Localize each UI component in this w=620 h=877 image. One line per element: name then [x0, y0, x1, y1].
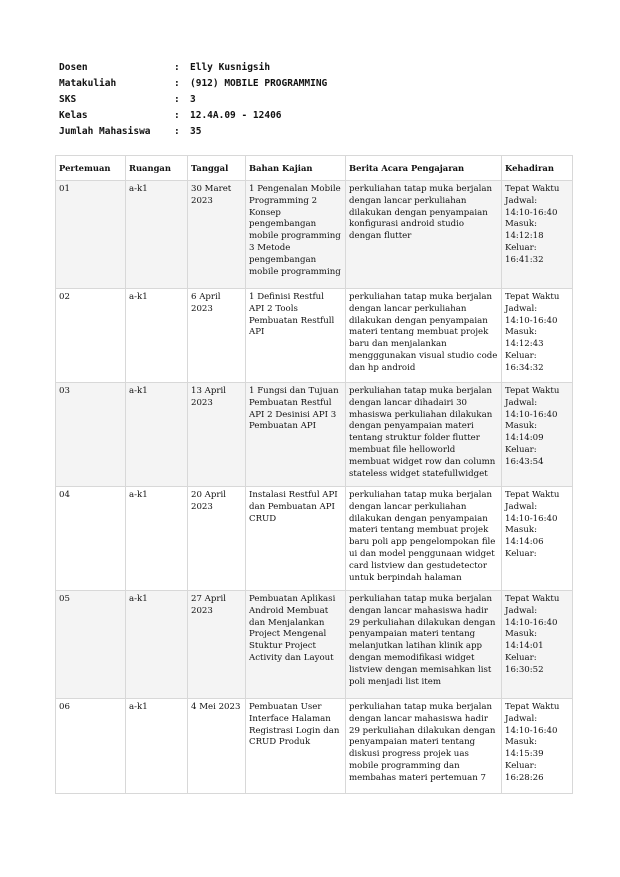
- info-separator: :: [174, 126, 180, 137]
- kehadiran-line: Keluar:: [505, 760, 537, 771]
- kehadiran-line: 14:10-16:40: [505, 409, 558, 420]
- kehadiran-line: Keluar:: [505, 652, 537, 663]
- cell-kehadiran: [502, 487, 573, 591]
- info-value: 3: [190, 94, 196, 105]
- cell-bahan-kajian: Instalasi Restful API dan Pembuatan API CRUD: [246, 487, 346, 591]
- info-label: SKS: [59, 94, 77, 105]
- info-row: [59, 60, 327, 76]
- attendance-table: [55, 155, 573, 794]
- cell-kehadiran: [502, 699, 573, 794]
- cell-ruangan: a-k1: [126, 487, 188, 591]
- kehadiran-line: 14:12:18: [505, 231, 544, 242]
- kehadiran-line: Masuk:: [505, 737, 537, 748]
- info-separator: :: [174, 94, 180, 105]
- cell-berita-acara: perkuliahan tatap muka berjalan dengan lancar perkuliahan dilakukan dengan penyampaian materi tentang membuat projek baru dan menjalankan mengggunakan visual studio code dan hp android: [346, 289, 502, 383]
- cell-berita-acara: perkuliahan tatap muka berjalan dengan lancar dihadairi 30 mhasiswa perkuliahan dilakukan dengan penyampaian materi tentang struktur folder flutter membuat file helloworld membuat widget row dan column stateless widget statefullwidget: [346, 383, 502, 487]
- info-row: [59, 108, 327, 124]
- table-row: [56, 591, 573, 699]
- cell-tanggal: 6 April 2023: [188, 289, 246, 383]
- info-separator: :: [174, 78, 180, 89]
- cell-ruangan: a-k1: [126, 181, 188, 289]
- cell-tanggal: 27 April 2023: [188, 591, 246, 699]
- info-row: [59, 92, 327, 108]
- kehadiran-line: 16:34:32: [505, 362, 544, 373]
- kehadiran-line: 16:43:54: [505, 456, 544, 467]
- cell-ruangan: a-k1: [126, 383, 188, 487]
- info-value: Elly Kusnigsih: [190, 62, 271, 73]
- kehadiran-line: 14:10-16:40: [505, 207, 558, 218]
- kehadiran-line: 14:12:43: [505, 339, 544, 350]
- cell-tanggal: 4 Mei 2023: [188, 699, 246, 794]
- kehadiran-line: Masuk:: [505, 219, 537, 230]
- kehadiran-line: Keluar:: [505, 548, 537, 559]
- cell-berita-acara: perkuliahan tatap muka berjalan dengan lancar perkuliahan dilakukan dengan penyampaian konfigurasi android studio dengan flutter: [346, 181, 502, 289]
- info-value: 35: [190, 126, 202, 137]
- header-ruangan: Ruangan: [126, 156, 188, 181]
- info-label: Kelas: [59, 110, 88, 121]
- kehadiran-line: Tepat Waktu: [505, 292, 560, 302]
- kehadiran-line: Masuk:: [505, 525, 537, 536]
- cell-pertemuan: 03: [56, 383, 126, 487]
- kehadiran-line: Tepat Waktu: [505, 184, 560, 194]
- cell-pertemuan: 06: [56, 699, 126, 794]
- kehadiran-line: Jadwal:: [505, 397, 538, 408]
- cell-pertemuan: 05: [56, 591, 126, 699]
- kehadiran-line: Keluar:: [505, 350, 537, 361]
- cell-bahan-kajian: 1 Pengenalan Mobile Programming 2 Konsep pengembangan mobile programming 3 Metode pengembangan mobile programming: [246, 181, 346, 289]
- cell-kehadiran: [502, 383, 573, 487]
- kehadiran-line: Tepat Waktu: [505, 702, 560, 712]
- kehadiran-line: 14:10-16:40: [505, 617, 558, 628]
- kehadiran-line: Jadwal:: [505, 303, 538, 314]
- table-row: [56, 289, 573, 383]
- cell-tanggal: 20 April 2023: [188, 487, 246, 591]
- kehadiran-line: Tepat Waktu: [505, 386, 560, 396]
- header-bahan-kajian: Bahan Kajian: [246, 156, 346, 181]
- table-row: [56, 383, 573, 487]
- cell-bahan-kajian: Pembuatan Aplikasi Android Membuat dan Menjalankan Project Mengenal Stuktur Project Activity dan Layout: [246, 591, 346, 699]
- cell-pertemuan: 01: [56, 181, 126, 289]
- header-kehadiran: Kehadiran: [502, 156, 573, 181]
- kehadiran-line: Masuk:: [505, 629, 537, 640]
- kehadiran-line: Jadwal:: [505, 605, 538, 616]
- kehadiran-line: Tepat Waktu: [505, 594, 560, 604]
- cell-pertemuan: 02: [56, 289, 126, 383]
- kehadiran-line: Keluar:: [505, 444, 537, 455]
- kehadiran-line: Keluar:: [505, 242, 537, 253]
- table-row: [56, 699, 573, 794]
- cell-bahan-kajian: Pembuatan User Interface Halaman Registrasi Login dan CRUD Produk: [246, 699, 346, 794]
- course-info: [59, 60, 327, 140]
- info-label: Jumlah Mahasiswa: [59, 126, 151, 137]
- cell-bahan-kajian: 1 Definisi Restful API 2 Tools Pembuatan Restfull API: [246, 289, 346, 383]
- kehadiran-line: 16:28:26: [505, 772, 544, 783]
- info-row: [59, 76, 327, 92]
- table-row: [56, 181, 573, 289]
- kehadiran-line: 14:14:01: [505, 641, 544, 652]
- kehadiran-line: Jadwal:: [505, 713, 538, 724]
- info-row: [59, 124, 327, 140]
- kehadiran-line: 14:14:06: [505, 537, 544, 548]
- cell-kehadiran: [502, 591, 573, 699]
- header-tanggal: Tanggal: [188, 156, 246, 181]
- kehadiran-line: Masuk:: [505, 421, 537, 432]
- info-separator: :: [174, 62, 180, 73]
- table-header-row: [56, 156, 573, 181]
- cell-tanggal: 30 Maret 2023: [188, 181, 246, 289]
- kehadiran-line: Jadwal:: [505, 501, 538, 512]
- kehadiran-line: 14:10-16:40: [505, 725, 558, 736]
- cell-tanggal: 13 April 2023: [188, 383, 246, 487]
- kehadiran-line: 14:10-16:40: [505, 315, 558, 326]
- kehadiran-line: 14:15:39: [505, 749, 544, 760]
- cell-kehadiran: [502, 289, 573, 383]
- kehadiran-line: 16:30:52: [505, 664, 544, 675]
- kehadiran-line: 14:14:09: [505, 433, 544, 444]
- kehadiran-line: Tepat Waktu: [505, 490, 560, 500]
- cell-pertemuan: 04: [56, 487, 126, 591]
- info-label: Matakuliah: [59, 78, 117, 89]
- info-value: 12.4A.09 - 12406: [190, 110, 282, 121]
- kehadiran-line: Jadwal:: [505, 195, 538, 206]
- cell-berita-acara: perkuliahan tatap muka berjalan dengan lancar perkuliahan dilakukan dengan penyampaian materi tentang membuat projek baru poli app pengelompokan file ui dan model penggunaan widget card listview dan gestudetector untuk berpindah halaman: [346, 487, 502, 591]
- cell-ruangan: a-k1: [126, 289, 188, 383]
- info-separator: :: [174, 110, 180, 121]
- cell-ruangan: a-k1: [126, 699, 188, 794]
- header-pertemuan: Pertemuan: [56, 156, 126, 181]
- cell-bahan-kajian: 1 Fungsi dan Tujuan Pembuatan Restful API 2 Desinisi API 3 Pembuatan API: [246, 383, 346, 487]
- info-label: Dosen: [59, 62, 88, 73]
- info-value: (912) MOBILE PROGRAMMING: [190, 78, 328, 89]
- cell-kehadiran: [502, 181, 573, 289]
- cell-berita-acara: perkuliahan tatap muka berjalan dengan lancar mahasiswa hadir 29 perkuliahan dilakukan dengan penyampaian materi tentang diskusi progress projek uas mobile programming dan membahas materi pertemuan 7: [346, 699, 502, 794]
- table-row: [56, 487, 573, 591]
- kehadiran-line: Masuk:: [505, 327, 537, 338]
- header-berita-acara: Berita Acara Pengajaran: [346, 156, 502, 181]
- kehadiran-line: 14:10-16:40: [505, 513, 558, 524]
- kehadiran-line: 16:41:32: [505, 254, 544, 265]
- cell-berita-acara: perkuliahan tatap muka berjalan dengan lancar mahasiswa hadir 29 perkuliahan dilakukan dengan penyampaian materi tentang melanjutkan latihan klinik app dengan memodifikasi widget listview dengan memisahkan list poli menjadi list item: [346, 591, 502, 699]
- cell-ruangan: a-k1: [126, 591, 188, 699]
